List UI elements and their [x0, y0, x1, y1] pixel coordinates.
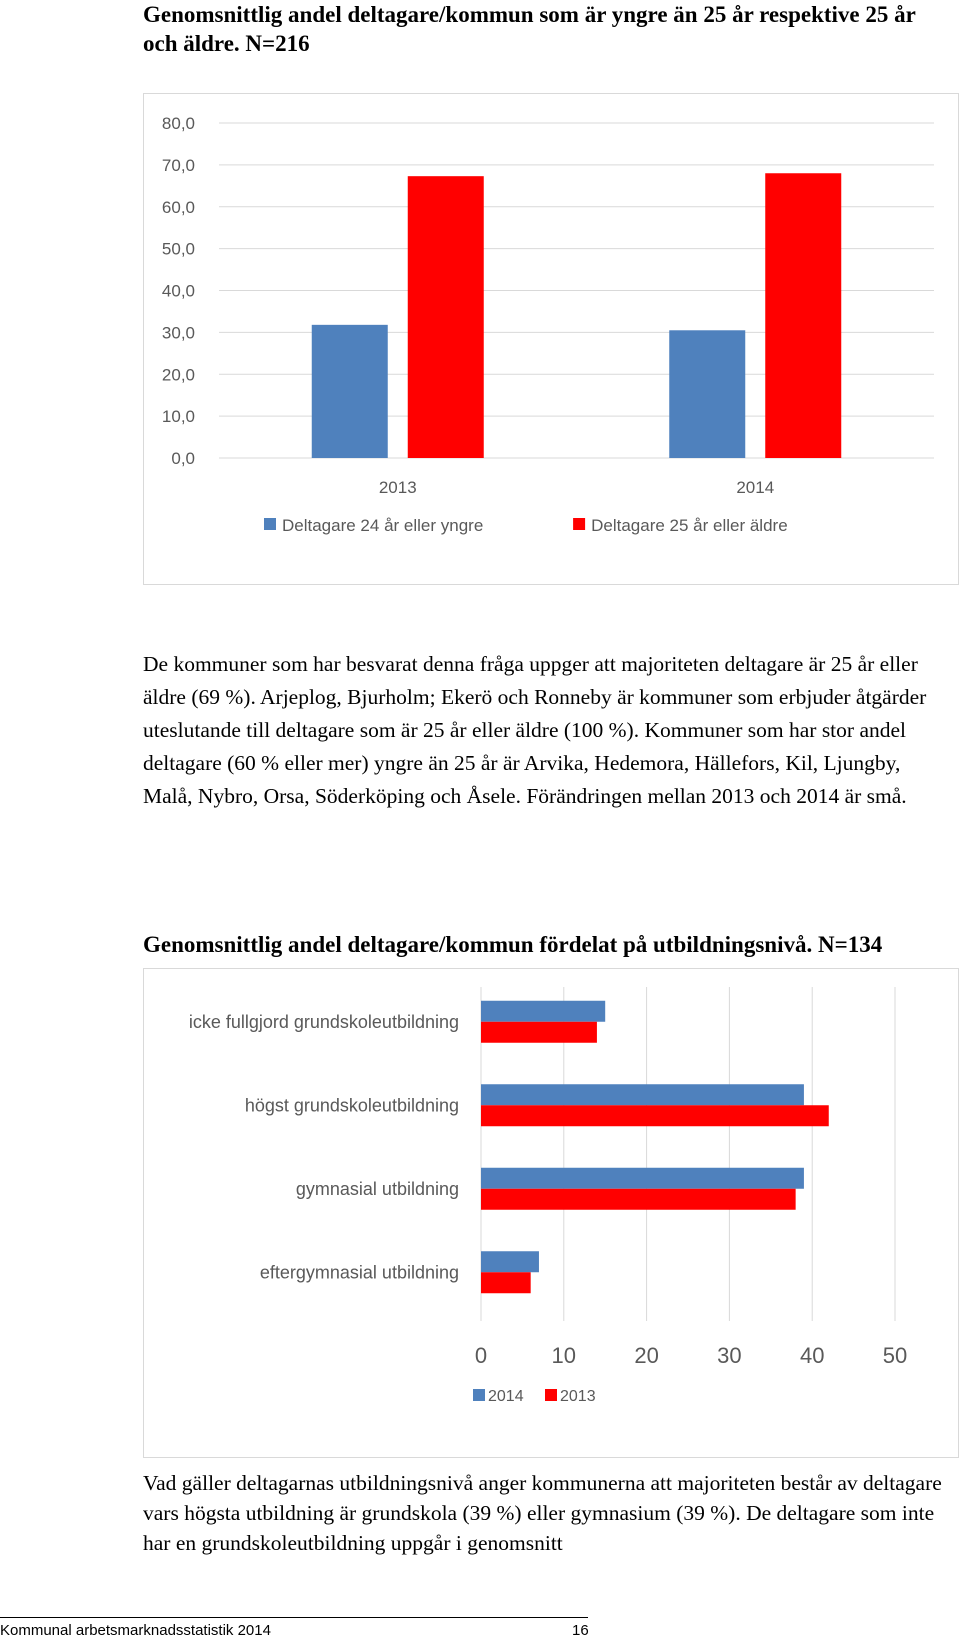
legend-label: 2014	[488, 1388, 524, 1405]
x-tick-label: 0	[474, 1343, 488, 1368]
y-tick-label: 20,0	[161, 365, 195, 385]
y-tick-label: 10,0	[161, 407, 195, 427]
legend-label: Deltagare 24 år eller yngre	[282, 516, 484, 535]
x-tick-label: 40	[799, 1343, 825, 1368]
legend-label: 2013	[560, 1388, 596, 1405]
chart2-heading: Genomsnittlig andel deltagare/kommun fördelat på utbildningsnivå. N=134	[143, 932, 883, 957]
bar-2014-0	[669, 330, 745, 458]
chart1-heading: Genomsnittlig andel deltagare/kommun som är yngre än 25 år respektive 25 år och äldre. N=216	[143, 2, 916, 56]
bar-1-2013	[481, 1105, 829, 1126]
bar-2-2014	[481, 1168, 804, 1189]
age-chart	[143, 93, 959, 585]
category-label: gymnasial utbildning	[295, 1178, 459, 1199]
category-label: högst grundskoleutbildning	[244, 1095, 459, 1116]
y-tick-label: 30,0	[161, 323, 195, 343]
legend-swatch	[264, 518, 276, 530]
footer-divider	[0, 1617, 588, 1618]
legend-label: Deltagare 25 år eller äldre	[591, 516, 788, 535]
footer	[0, 1622, 589, 1639]
bar-0-2013	[481, 1022, 597, 1043]
education-chart	[143, 968, 959, 1458]
education-chart-svg	[144, 969, 958, 1457]
legend-swatch	[545, 1389, 557, 1401]
y-tick-label: 50,0	[161, 239, 195, 259]
x-tick-label: 20	[634, 1343, 659, 1368]
x-tick-label: 50	[882, 1343, 908, 1368]
x-tick-label: 2014	[736, 478, 775, 497]
bar-3-2013	[481, 1272, 531, 1293]
y-tick-label: 40,0	[161, 281, 195, 301]
y-tick-label: 80,0	[161, 114, 195, 133]
legend-swatch	[573, 518, 585, 530]
category-label: icke fullgjord grundskoleutbildning	[188, 1011, 459, 1032]
bar-2013-1	[408, 176, 484, 458]
age-paragraph: De kommuner som har besvarat denna fråga uppger att majoriteten deltagare är 25 år eller äldre (69 %). Arjeplog, Bjurholm; Ekerö och Ronneby är kommuner som erbjuder åtgärder uteslutande till deltagare som är 25 år eller äldre (100 %). Kommuner som har stor andel deltagare (60 % eller mer) yngre än 25 år är Arvika, Hedemora, Hällefors, Kil, Ljungby, Malå, Nybro, Orsa, Söderköping och Åsele. Förändringen mellan 2013 och 2014 är små.	[143, 652, 927, 808]
y-tick-label: 0,0	[171, 449, 195, 468]
legend-swatch	[473, 1389, 485, 1401]
x-tick-label: 30	[717, 1343, 742, 1368]
bar-3-2014	[481, 1251, 539, 1272]
y-tick-label: 70,0	[161, 155, 195, 175]
age-chart-svg	[144, 94, 958, 584]
page-number: 16	[572, 1622, 589, 1639]
education-paragraph: Vad gäller deltagarnas utbildningsnivå anger kommunerna att majoriteten består av deltagare vars högsta utbildning är grundskola (39 %) eller gymnasium (39 %). De deltagare som inte har en grundskoleutbildning uppgår i genomsnitt	[143, 1471, 942, 1555]
bar-2013-0	[312, 325, 388, 458]
x-tick-label: 10	[551, 1343, 577, 1368]
bar-2-2013	[481, 1189, 796, 1210]
category-label: eftergymnasial utbildning	[259, 1262, 459, 1283]
x-tick-label: 2013	[378, 478, 417, 497]
bar-0-2014	[481, 1001, 605, 1022]
footer-title: Kommunal arbetsmarknadsstatistik 2014	[0, 1622, 271, 1639]
y-tick-label: 60,0	[161, 197, 195, 217]
bar-2014-1	[765, 173, 841, 458]
bar-1-2014	[481, 1084, 804, 1105]
